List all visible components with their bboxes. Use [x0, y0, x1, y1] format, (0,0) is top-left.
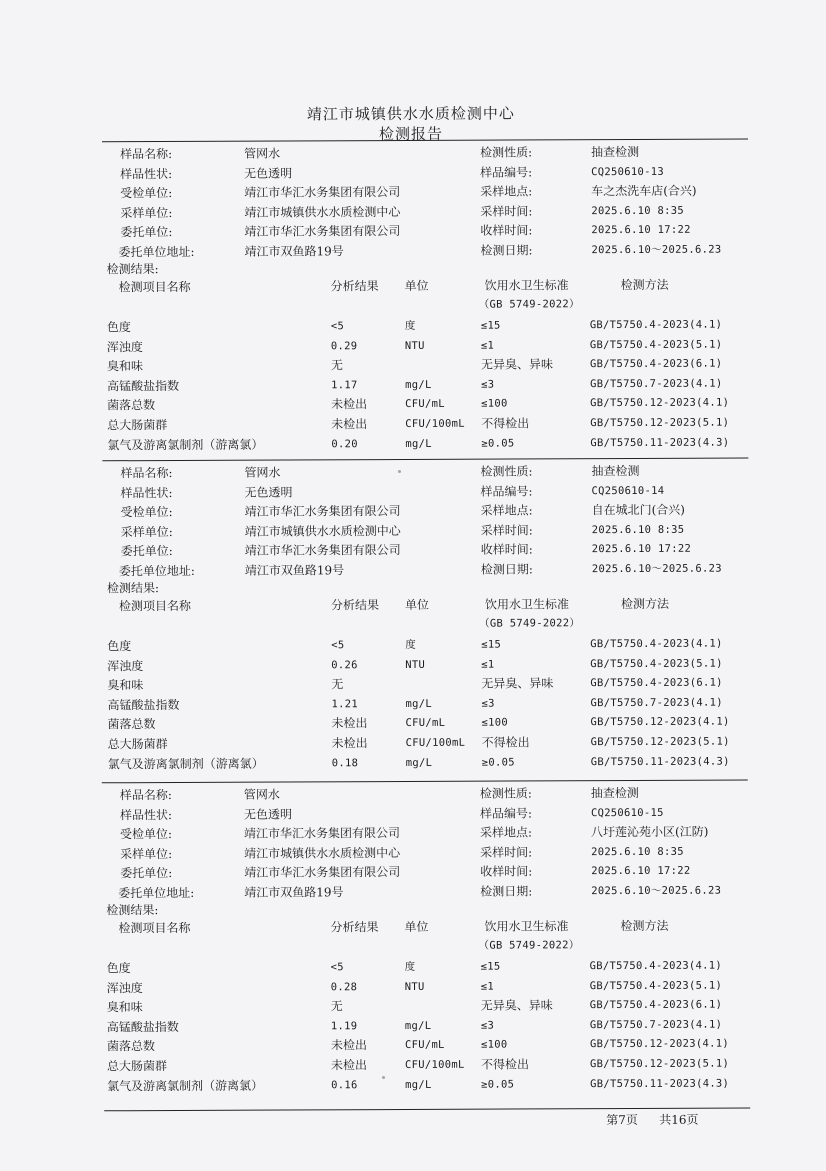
table-row — [107, 654, 826, 675]
field-label: 收样时间: — [480, 864, 533, 879]
result-value: <5 — [331, 639, 345, 652]
report-title: 靖江市城镇供水水质检测中心 — [306, 104, 515, 124]
unit-value: mg/L — [405, 1078, 432, 1091]
unit-value: mg/L — [404, 1019, 432, 1032]
result-value: 未检出 — [331, 417, 368, 432]
standard-value: ≥0.05 — [481, 1078, 515, 1091]
col-item-header: 检测项目名称 — [118, 279, 191, 295]
field-value: 管网水 — [244, 465, 281, 480]
col-standard-header: 饮用水卫生标准 — [484, 597, 570, 612]
table-row — [107, 374, 826, 395]
info-row — [106, 220, 826, 241]
results-label: 检测结果: — [106, 581, 160, 596]
field-label: 受检单位: — [119, 826, 173, 842]
field-value: 靖江市双鱼路19号 — [244, 562, 345, 578]
method-value: GB/T5750.7-2023(4.1) — [590, 696, 723, 709]
standard-value: 无异臭、异味 — [480, 357, 554, 372]
report-subtitle: 检测报告 — [378, 124, 444, 144]
field-label: 样品编号: — [480, 164, 533, 180]
method-value: GB/T5750.4-2023(5.1) — [590, 657, 723, 670]
field-value: CQ250610-15 — [590, 806, 664, 819]
result-value: 未检出 — [330, 1058, 368, 1073]
table-row — [108, 752, 826, 773]
table-header — [107, 594, 826, 615]
item-name: 菌落总数 — [107, 717, 156, 732]
item-name: 浑浊度 — [106, 980, 143, 995]
field-value: 抽查检测 — [591, 463, 640, 479]
info-row — [106, 181, 826, 202]
field-value: 2025.6.10～2025.6.23 — [591, 243, 722, 256]
page-total: 共16页 — [659, 1112, 699, 1127]
method-value: GB/T5750.12-2023(5.1) — [590, 735, 730, 749]
table-row — [107, 1034, 826, 1055]
field-label: 采样地点: — [480, 503, 533, 518]
method-value: GB/T5750.4-2023(4.1) — [590, 637, 723, 651]
table-row — [107, 995, 826, 1016]
method-value: GB/T5750.4-2023(5.1) — [589, 338, 723, 351]
table-row — [108, 732, 826, 753]
item-name: 总大肠菌群 — [107, 1059, 168, 1074]
standard-value: ≤3 — [481, 697, 495, 710]
result-value: 0.28 — [330, 980, 358, 993]
standard-value: ≤1 — [481, 658, 495, 671]
field-label: 样品名称: — [120, 465, 173, 481]
standard-value: ≤100 — [481, 397, 508, 411]
item-name: 总大肠菌群 — [107, 418, 168, 433]
info-row — [106, 142, 826, 163]
col-method-header: 检测方法 — [620, 277, 669, 293]
field-label: 样品名称: — [120, 146, 173, 162]
item-name: 浑浊度 — [107, 658, 144, 673]
table-row — [107, 354, 826, 375]
field-label: 委托单位地址: — [118, 563, 195, 578]
field-label: 采样时间: — [480, 203, 533, 219]
standard-value: 无异臭、异味 — [480, 998, 553, 1013]
result-value: 未检出 — [331, 397, 368, 412]
info-row — [106, 461, 826, 482]
field-value: 2025.6.10 8:35 — [591, 204, 685, 217]
unit-value: CFU/mL — [405, 398, 445, 411]
standard-value: ≤1 — [480, 980, 494, 993]
result-value: 0.29 — [330, 339, 358, 352]
standard-value: ≤1 — [480, 339, 495, 352]
item-name: 高锰酸盐指数 — [107, 697, 180, 713]
table-row — [107, 1054, 826, 1075]
unit-value: CFU/mL — [405, 717, 446, 730]
divider — [102, 457, 748, 461]
field-label: 委托单位: — [120, 224, 173, 240]
field-value: 管网水 — [243, 787, 280, 802]
table-row — [107, 433, 826, 454]
method-value: GB/T5750.7-2023(4.1) — [590, 377, 723, 390]
item-name: 色度 — [106, 320, 131, 335]
field-value: 2025.6.10 17:22 — [591, 223, 691, 237]
standard-value: ≥0.05 — [481, 437, 515, 450]
field-label: 样品编号: — [479, 805, 533, 821]
col-item-header: 检测项目名称 — [118, 598, 192, 614]
field-value: CQ250610-14 — [591, 484, 665, 497]
field-label: 采样单位: — [120, 846, 173, 861]
result-value: 无 — [331, 677, 344, 692]
table-header-sub — [107, 294, 826, 315]
result-value: 未检出 — [331, 716, 368, 731]
standard-value: ≤3 — [480, 1019, 495, 1032]
field-label: 委托单位地址: — [118, 244, 195, 259]
table-row — [107, 1015, 826, 1036]
field-label: 样品性状: — [119, 807, 173, 822]
result-value: <5 — [330, 320, 345, 333]
field-value: 2025.6.10 8:35 — [591, 845, 684, 858]
field-value: 抽查检测 — [590, 785, 639, 801]
item-name: 高锰酸盐指数 — [107, 378, 180, 394]
item-name: 氯气及游离氯制剂（游离氯） — [107, 1078, 264, 1093]
field-label: 采样地点: — [479, 825, 533, 840]
item-name: 色度 — [106, 961, 131, 976]
field-value: 2025.6.10 17:22 — [591, 542, 692, 556]
col-result-header: 分析结果 — [330, 920, 379, 935]
result-value: 未检出 — [330, 1038, 367, 1053]
result-value: 1.19 — [330, 1019, 358, 1033]
unit-value: 度 — [404, 960, 416, 973]
unit-value: mg/L — [405, 378, 432, 391]
table-header-sub — [106, 935, 826, 956]
col-unit-header: 单位 — [404, 919, 429, 934]
field-value: 2025.6.10～2025.6.23 — [591, 884, 722, 897]
unit-value: CFU/100mL — [405, 1058, 465, 1071]
info-row — [107, 500, 826, 521]
method-value: GB/T5750.4-2023(4.1) — [589, 959, 723, 973]
col-method-header: 检测方法 — [620, 596, 670, 612]
standard-value: ≤15 — [480, 960, 501, 973]
standard-value: ≤3 — [481, 378, 495, 391]
item-name: 菌落总数 — [106, 1039, 155, 1054]
col-standard-code: （GB 5749-2022） — [478, 939, 580, 952]
table-row — [107, 634, 826, 655]
col-unit-header: 单位 — [404, 597, 430, 612]
field-label: 检测性质: — [480, 464, 533, 479]
standard-value: ≤15 — [480, 319, 501, 332]
field-value: 抽查检测 — [591, 144, 640, 160]
table-row — [107, 393, 826, 414]
info-row — [106, 861, 826, 882]
field-label: 样品名称: — [119, 787, 172, 803]
table-row — [107, 1074, 826, 1095]
info-row — [107, 539, 826, 560]
standard-value: 不得检出 — [481, 416, 530, 431]
item-name: 臭和味 — [106, 359, 144, 374]
info-row — [106, 162, 826, 183]
table-row — [107, 956, 826, 977]
field-value: 靖江市城镇供水水质检测中心 — [244, 204, 401, 220]
standard-value: ≤100 — [481, 716, 509, 730]
unit-value: mg/L — [405, 437, 432, 450]
info-row — [107, 520, 826, 541]
result-value: 1.21 — [331, 697, 358, 711]
table-row — [107, 315, 826, 336]
method-value: GB/T5750.12-2023(4.1) — [590, 396, 730, 410]
results-label: 检测结果: — [106, 262, 159, 277]
unit-value: 度 — [404, 319, 416, 332]
info-row — [106, 803, 826, 824]
table-row — [107, 673, 826, 694]
field-value: 自在城北门(合兴) — [591, 502, 686, 518]
field-label: 采样地点: — [480, 184, 533, 199]
field-label: 检测日期: — [480, 561, 533, 577]
field-label: 检测性质: — [480, 145, 533, 160]
field-label: 检测日期: — [480, 883, 533, 899]
col-item-header: 检测项目名称 — [118, 920, 191, 936]
field-label: 检测性质: — [479, 786, 532, 801]
scan-speck — [382, 1076, 385, 1079]
method-value: GB/T5750.12-2023(4.1) — [589, 1037, 730, 1051]
col-result-header: 分析结果 — [330, 279, 379, 294]
field-value: 八圩莲沁苑小区(江防) — [590, 824, 709, 840]
table-header-sub — [107, 613, 826, 634]
field-value: 靖江市华汇水务集团有限公司 — [244, 865, 401, 880]
field-label: 采样时间: — [480, 522, 533, 538]
col-unit-header: 单位 — [404, 278, 429, 293]
method-value: GB/T5750.7-2023(4.1) — [589, 1018, 723, 1031]
result-value: 未检出 — [331, 736, 368, 751]
info-row — [106, 783, 826, 804]
field-label: 委托单位: — [120, 543, 173, 559]
method-value: GB/T5750.4-2023(6.1) — [589, 357, 723, 371]
col-standard-code: （GB 5749-2022） — [478, 298, 580, 311]
table-row — [107, 693, 826, 714]
field-value: 2025.6.10～2025.6.23 — [591, 562, 722, 575]
field-label: 样品性状: — [120, 166, 173, 181]
field-value: 靖江市华汇水务集团有限公司 — [244, 542, 401, 558]
col-standard-header: 饮用水卫生标准 — [484, 919, 569, 934]
result-value: 0.16 — [331, 1078, 358, 1091]
method-value: GB/T5750.11-2023(4.3) — [590, 1077, 730, 1090]
field-label: 收样时间: — [480, 542, 533, 557]
field-value: 靖江市城镇供水水质检测中心 — [244, 845, 401, 861]
item-name: 氯气及游离氯制剂（游离氯） — [107, 437, 264, 452]
item-name: 臭和味 — [107, 678, 144, 693]
table-row — [108, 712, 826, 733]
field-value: 无色透明 — [243, 806, 292, 822]
info-row — [106, 481, 826, 502]
item-name: 色度 — [107, 639, 132, 654]
field-value: 靖江市华汇水务集团有限公司 — [244, 184, 401, 200]
table-row — [107, 335, 826, 356]
unit-value: CFU/100mL — [405, 417, 465, 430]
page-number: 第7页 — [606, 1112, 638, 1128]
field-label: 采样单位: — [120, 205, 173, 220]
method-value: GB/T5750.12-2023(4.1) — [590, 715, 730, 729]
item-name: 菌落总数 — [107, 398, 156, 413]
field-value: 靖江市城镇供水水质检测中心 — [244, 523, 401, 539]
field-label: 委托单位地址: — [118, 885, 195, 900]
field-value: 靖江市双鱼路19号 — [244, 243, 344, 259]
field-value: 2025.6.10 8:35 — [591, 523, 685, 536]
method-value: GB/T5750.12-2023(5.1) — [590, 416, 730, 430]
field-value: 无色透明 — [244, 484, 293, 500]
item-name: 臭和味 — [106, 1000, 143, 1015]
field-value: 靖江市华汇水务集团有限公司 — [243, 826, 401, 841]
unit-value: NTU — [404, 339, 425, 352]
table-row — [107, 413, 826, 434]
field-label: 受检单位: — [120, 504, 173, 520]
table-header — [106, 916, 826, 937]
result-value: 无 — [330, 358, 344, 373]
scan-speck — [398, 470, 401, 473]
unit-value: NTU — [404, 980, 425, 993]
result-value: 无 — [330, 999, 343, 1014]
field-value: 无色透明 — [244, 165, 293, 181]
result-value: <5 — [330, 961, 344, 974]
col-result-header: 分析结果 — [330, 598, 380, 613]
item-name: 总大肠菌群 — [107, 737, 168, 752]
info-row — [106, 201, 826, 222]
result-value: 0.26 — [331, 658, 358, 671]
field-label: 样品编号: — [480, 483, 533, 499]
item-name: 氯气及游离氯制剂（游离氯） — [107, 756, 264, 771]
standard-value: ≤100 — [480, 1038, 508, 1052]
standard-value: 无异臭、异味 — [481, 676, 554, 691]
field-label: 受检单位: — [120, 185, 173, 201]
col-standard-code: （GB 5749-2022） — [479, 617, 581, 630]
field-label: 采样时间: — [480, 844, 533, 860]
standard-value: ≥0.05 — [481, 756, 515, 769]
unit-value: CFU/100mL — [405, 736, 466, 749]
method-value: GB/T5750.11-2023(4.3) — [590, 436, 730, 449]
result-value: 0.20 — [331, 437, 358, 450]
field-label: 收样时间: — [480, 223, 533, 238]
method-value: GB/T5750.4-2023(5.1) — [589, 979, 723, 992]
standard-value: 不得检出 — [480, 1057, 530, 1072]
field-value: CQ250610-13 — [591, 165, 665, 178]
standard-value: 不得检出 — [481, 735, 530, 750]
field-label: 委托单位: — [120, 865, 173, 881]
method-value: GB/T5750.11-2023(4.3) — [590, 755, 730, 768]
method-value: GB/T5750.4-2023(6.1) — [589, 998, 723, 1012]
unit-value: mg/L — [405, 697, 432, 710]
unit-value: CFU/mL — [404, 1039, 445, 1052]
col-method-header: 检测方法 — [620, 918, 669, 934]
method-value: GB/T5750.4-2023(4.1) — [589, 318, 723, 332]
table-row — [107, 976, 826, 997]
field-value: 车之杰洗车店(合兴) — [591, 183, 697, 199]
field-value: 靖江市华汇水务集团有限公司 — [244, 503, 401, 519]
method-value: GB/T5750.4-2023(6.1) — [590, 676, 723, 690]
field-label: 采样单位: — [120, 524, 173, 539]
field-label: 检测日期: — [480, 242, 533, 258]
info-row — [106, 822, 826, 843]
standard-value: ≤15 — [481, 638, 502, 651]
col-standard-header: 饮用水卫生标准 — [484, 278, 569, 293]
info-row — [106, 842, 826, 863]
unit-value: NTU — [405, 658, 426, 671]
result-value: 0.18 — [331, 756, 359, 769]
field-value: 靖江市华汇水务集团有限公司 — [244, 223, 401, 239]
field-value: 靖江市双鱼路19号 — [244, 884, 344, 900]
results-label: 检测结果: — [106, 903, 159, 918]
result-value: 1.17 — [331, 378, 358, 392]
field-value: 2025.6.10 17:22 — [591, 864, 691, 878]
divider — [104, 1107, 750, 1111]
divider — [102, 779, 748, 783]
field-label: 样品性状: — [120, 485, 173, 500]
method-value: GB/T5750.12-2023(5.1) — [590, 1057, 730, 1071]
field-value: 管网水 — [244, 146, 281, 161]
item-name: 浑浊度 — [106, 339, 143, 354]
item-name: 高锰酸盐指数 — [106, 1019, 179, 1035]
unit-value: 度 — [405, 638, 417, 651]
unit-value: mg/L — [405, 756, 433, 769]
table-header — [107, 275, 826, 296]
